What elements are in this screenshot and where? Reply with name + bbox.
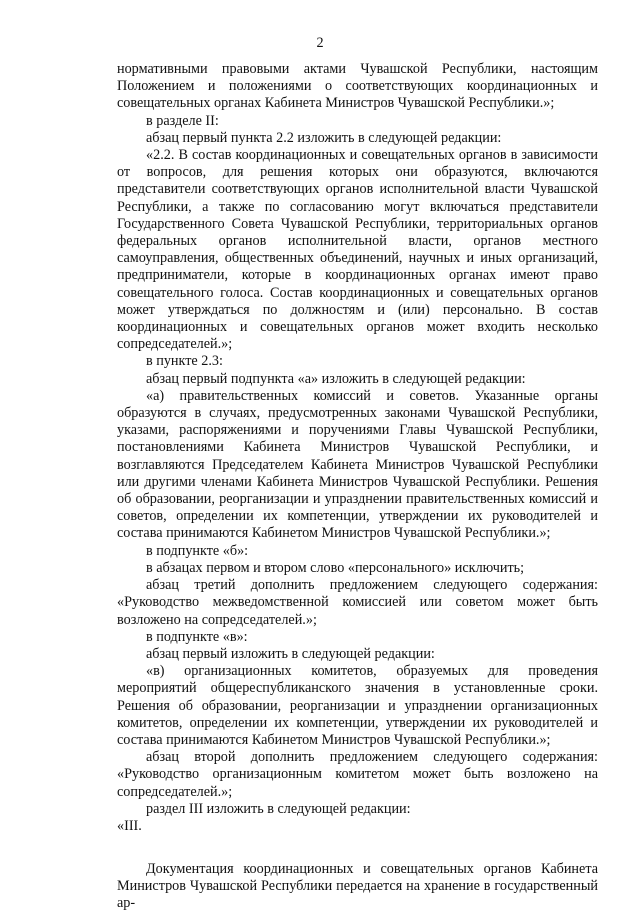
paragraph: в абзацах первом и втором слово «персонального» исключить; xyxy=(146,559,525,576)
paragraph: «в) организационных комитетов, образуемых для проведения мероприятий общереспубликанского значения в установленные сроки. Решения об образовании, реорганизации и упразднении организационных комитетов, определении их компетенции, утверждении их руководителей и состава принимаются Кабинетом Министров Чувашской Республики.»; xyxy=(117,663,598,748)
paragraph: абзац первый подпункта «а» изложить в следующей редакции: xyxy=(146,370,526,387)
paragraph: в пункте 2.3: xyxy=(146,353,223,370)
document-body xyxy=(117,61,598,913)
paragraph: в разделе II: xyxy=(146,112,219,129)
section-heading: «III. xyxy=(117,817,142,834)
paragraph: нормативными правовыми актами Чувашской Республики, настоящим Положением и положениями о соответствующих координационных и совещательных органах Кабинета Министров Чувашской Республики.»; xyxy=(117,61,598,112)
paragraph: Документация координационных и совещательных органов Кабинета Министров Чувашской Республики передается на хранение в государственный ар- xyxy=(117,860,598,912)
paragraph: абзац первый пункта 2.2 изложить в следующей редакции: xyxy=(146,129,502,146)
paragraph: раздел III изложить в следующей редакции: xyxy=(146,800,411,817)
paragraph: абзац второй дополнить предложением следующего содержания: «Руководство организационным комитетом может быть возложено на сопредседателей.»; xyxy=(117,749,598,800)
paragraph: абзац третий дополнить предложением следующего содержания: «Руководство межведомственной комиссией или советом может быть возложено на сопредседателей.»; xyxy=(117,577,598,628)
paragraph: «а) правительственных комиссий и советов. Указанные органы образуются в случаях, предусмотренных законами Чувашской Республики, указами, распоряжениями и поручениями Главы Чувашской Республики, постановлениями Кабинета Министров Чувашской Республики, и возглавляются Председателем Кабинета Министров Чувашской Республики или другими членами Кабинета Министров Чувашской Республики. Решения об образовании, реорганизации и упразднении правительственных комиссий и советов, определении их компетенции, утверждении их руководителей и состава принимаются Кабинетом Министров Чувашской Республики.»; xyxy=(117,387,598,542)
paragraph: «2.2. В состав координационных и совещательных органов в зависимости от вопросов, для решения которых они образуются, включаются представители соответствующих органов исполнительной власти Чувашской Республики, а также по согласованию могут включаться представители Государственного Совета Чувашской Республики, территориальных органов федеральных органов исполнительной власти, органов местного самоуправления, общественных объединений, научных и иных организаций, предприниматели, которые в координационных органах имеют право совещательного голоса. Состав координационных и совещательных органов может утверждаться по должностям и (или) персонально. В состав координационных и совещательных органов может входить несколько сопредседателей.»; xyxy=(117,147,598,353)
paragraph: в подпункте «в»: xyxy=(146,628,248,645)
paragraph: абзац первый изложить в следующей редакции: xyxy=(146,645,435,662)
page-number: 2 xyxy=(316,35,324,51)
paragraph: в подпункте «б»: xyxy=(146,542,249,559)
